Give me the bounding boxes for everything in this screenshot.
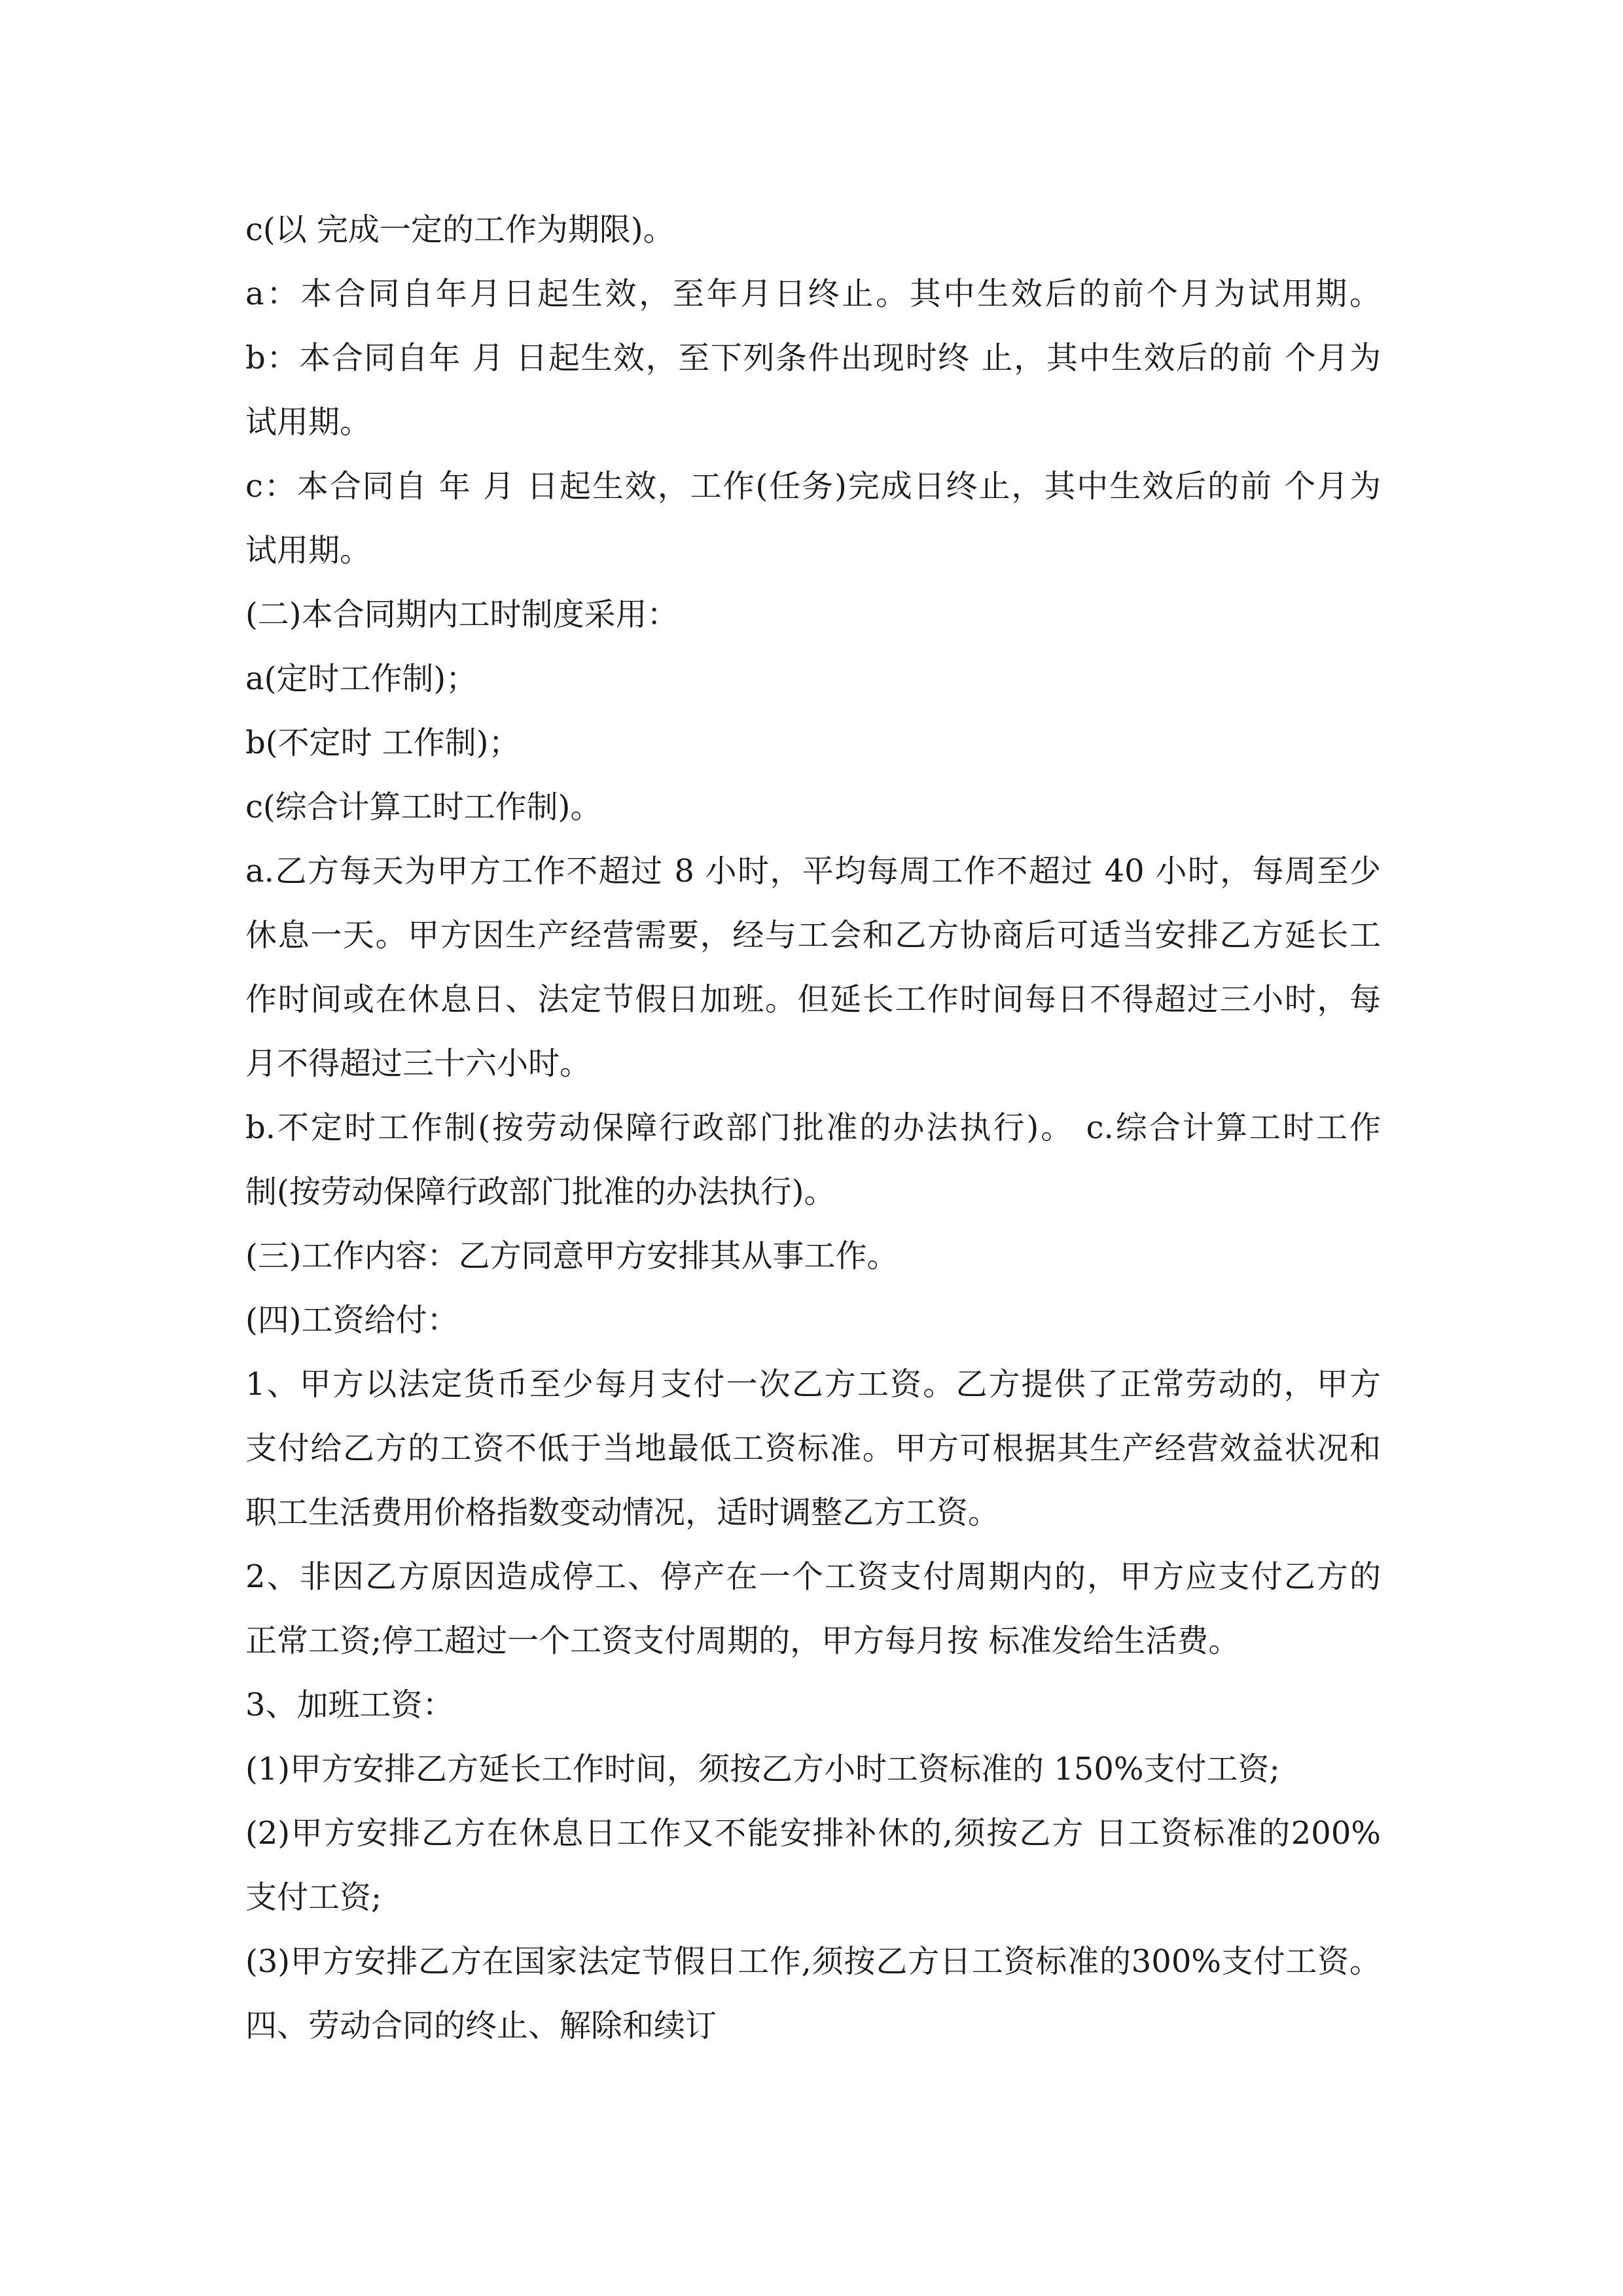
text-line: 3、加班工资： xyxy=(245,1687,454,1723)
text-line: b.不定时工作制(按劳动保障行政部门批准的办法执行)。 c.综合计算工时工作 xyxy=(245,1109,1381,1146)
text-line: 休息一天。甲方因生产经营需要，经与工会和乙方协商后可适当安排乙方延长工 xyxy=(245,917,1381,954)
text-line: 作时间或在休息日、法定节假日加班。但延长工作时间每日不得超过三小时，每 xyxy=(245,981,1381,1018)
text-line: (2)甲方安排乙方在休息日工作又不能安排补休的,须按乙方 日工资标准的200% xyxy=(245,1815,1381,1852)
text-line: c(以 完成一定的工作为期限)。 xyxy=(245,211,675,248)
text-line: b：本合同自年 月 日起生效，至下列条件出现时终 止，其中生效后的前 个月为 xyxy=(245,340,1381,376)
section-heading: (二)本合同期内工时制度采用： xyxy=(245,596,679,633)
text-line: c：本合同自 年 月 日起生效，工作(任务)完成日终止，其中生效后的前 个月为 xyxy=(245,468,1381,505)
text-line: a(定时工作制)； xyxy=(245,660,478,697)
document-body xyxy=(245,198,1381,2058)
text-line: 试用期。 xyxy=(245,532,372,569)
text-line: (3)甲方安排乙方在国家法定节假日工作,须按乙方日工资标准的300%支付工资。 xyxy=(245,1943,1381,1980)
text-line: 月不得超过三十六小时。 xyxy=(245,1045,592,1082)
text-line: a.乙方每天为甲方工作不超过 8 小时，平均每周工作不超过 40 小时，每周至少 xyxy=(245,853,1381,889)
text-line: 1、甲方以法定货币至少每月支付一次乙方工资。乙方提供了正常劳动的，甲方 xyxy=(245,1366,1381,1403)
text-line: a：本合同自年月日起生效，至年月日终止。其中生效后的前个月为试用期。 xyxy=(245,276,1381,312)
section-heading: (四)工资给付： xyxy=(245,1302,459,1338)
section-heading: 四、劳动合同的终止、解除和续订 xyxy=(245,2007,717,2044)
text-line: 正常工资;停工超过一个工资支付周期的，甲方每月按 标准发给生活费。 xyxy=(245,1623,1240,1659)
text-line: b(不定时 工作制)； xyxy=(245,725,520,761)
text-line: 支付工资; xyxy=(245,1879,382,1916)
text-line: 2、非因乙方原因造成停工、停产在一个工资支付周期内的，甲方应支付乙方的 xyxy=(245,1558,1381,1595)
text-line: 制(按劳动保障行政部门批准的办法执行)。 xyxy=(245,1174,836,1210)
text-line: 职工生活费用价格指数变动情况，适时调整乙方工资。 xyxy=(245,1494,1000,1531)
text-line: (1)甲方安排乙方延长工作时间，须按乙方小时工资标准的 150%支付工资; xyxy=(245,1751,1280,1787)
section-heading: (三)工作内容：乙方同意甲方安排其从事工作。 xyxy=(245,1238,899,1274)
text-line: 试用期。 xyxy=(245,404,372,440)
text-line: 支付给乙方的工资不低于当地最低工资标准。甲方可根据其生产经营效益状况和 xyxy=(245,1430,1381,1467)
text-line: c(综合计算工时工作制)。 xyxy=(245,789,602,825)
